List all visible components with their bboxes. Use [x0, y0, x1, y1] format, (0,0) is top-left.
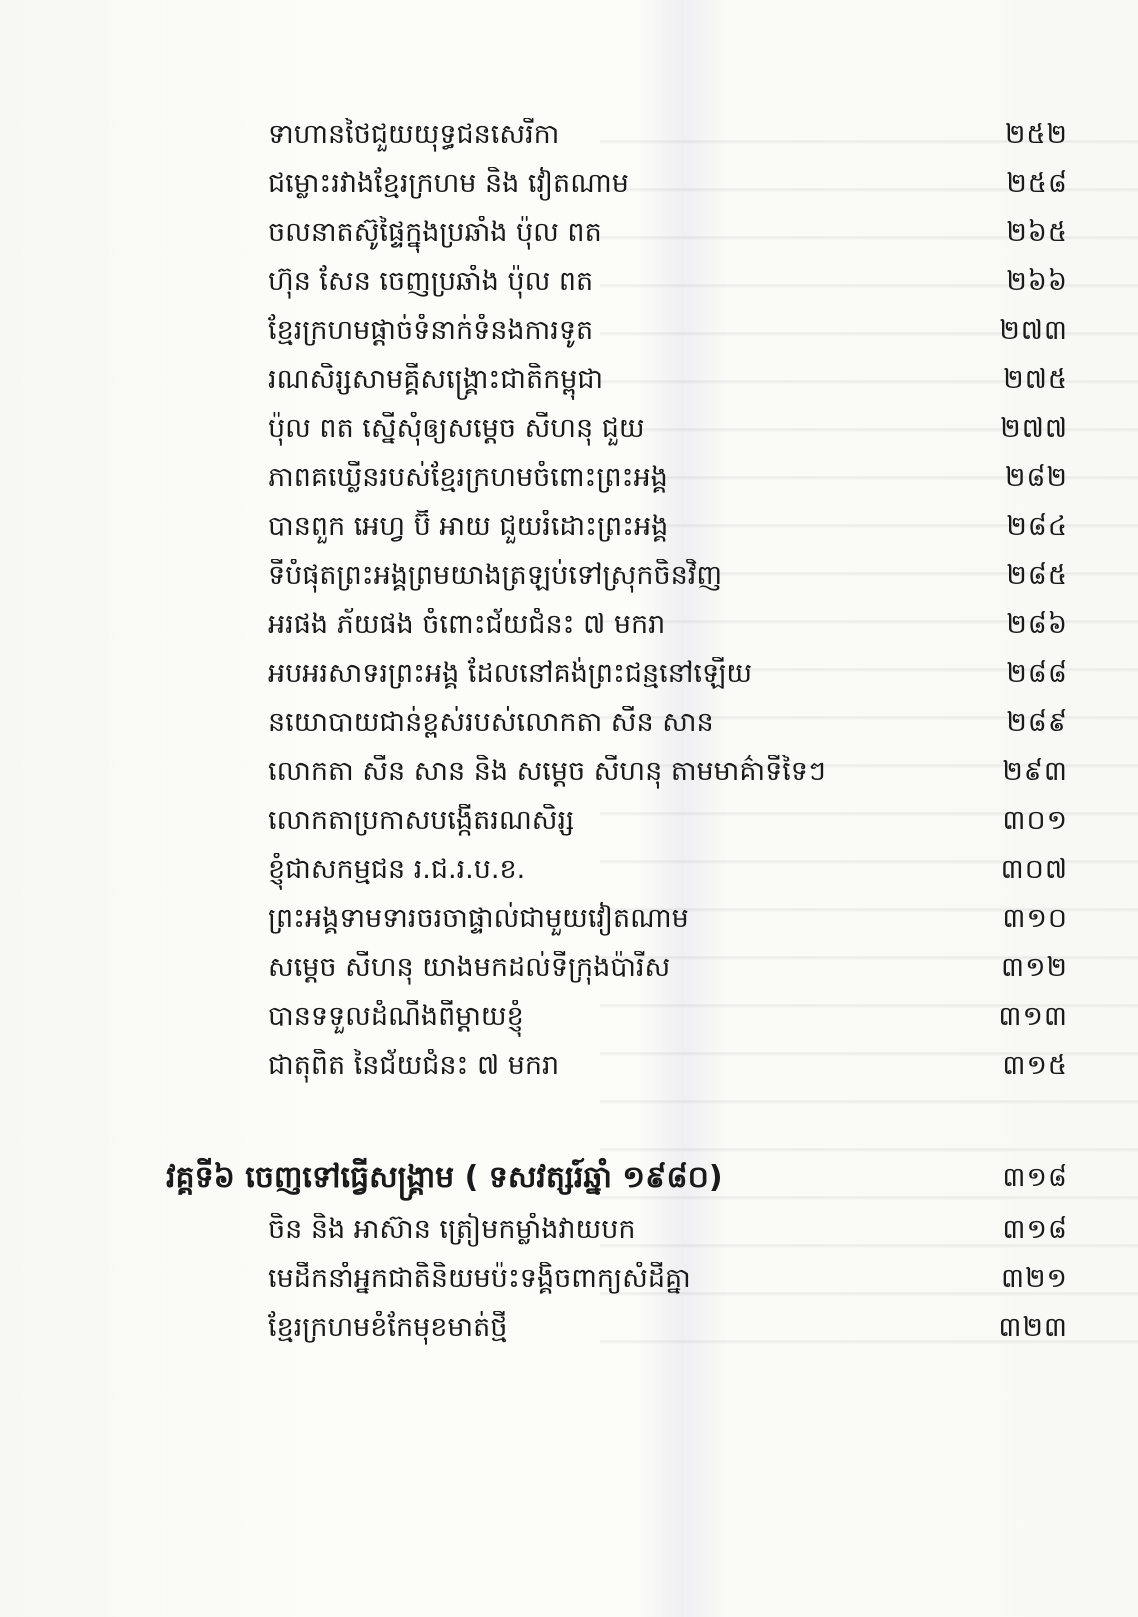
- toc-entry: [268, 1307, 1068, 1353]
- toc-entry: [268, 261, 1068, 307]
- entry-page: ៣១៨: [1002, 1213, 1068, 1245]
- entry-page: ២៦៦: [1006, 265, 1068, 297]
- entry-page: ២៥៨: [1006, 167, 1068, 199]
- entry-page: ៣១០: [1002, 902, 1068, 934]
- entry-title: រណសិរ្សសាមគ្គីសង្គ្រោះជាតិកម្ពុជា: [268, 363, 604, 395]
- toc-entry: [268, 702, 1068, 748]
- entry-title: ខ្មែរក្រហមខំកែមុខមាត់ថ្មី: [268, 1311, 508, 1343]
- entry-page: ២៦៥: [1006, 216, 1068, 248]
- entry-page: ២៩៣: [1002, 755, 1068, 787]
- entry-title: អបអរសាទរព្រះអង្គ ដែលនៅគង់ព្រះជន្មនៅឡើយ: [268, 657, 753, 689]
- entry-page: ៣០១: [1002, 804, 1068, 836]
- entry-page: ៣០៧: [1000, 853, 1068, 885]
- entry-page: ២៨៨: [1006, 657, 1068, 689]
- entry-title: អរផង ភ័យផង ចំពោះជ័យជំនះ ៧ មករា: [268, 608, 666, 640]
- toc-entry: [268, 947, 1068, 993]
- entry-title: លោកតា សឺន សាន និង សម្ដេច សីហនុ តាមមាគ៌ាទីទៃៗ: [268, 755, 826, 787]
- toc-entry: [268, 310, 1068, 356]
- entry-title: ខ្ញុំជាសកម្មជន រ.ជ.រ.ប.ខ.: [268, 853, 526, 885]
- toc-entry: [268, 359, 1068, 405]
- toc-entry: [268, 653, 1068, 699]
- chapter-page: ៣១៨: [1002, 1161, 1068, 1193]
- toc-entry: [268, 898, 1068, 944]
- toc-entry: [268, 604, 1068, 650]
- chapter-title: វគ្គទី៦ ចេញទៅធ្វើសង្គ្រាម ( ទសវត្សរ៍ឆ្នាំ ១៩៨០): [166, 1160, 723, 1195]
- entry-title: ចលនាតស៊ូផ្ទៃក្នុងប្រឆាំង ប៉ុល ពត: [268, 216, 602, 248]
- entry-page: ២៨២: [1005, 461, 1068, 493]
- toc-entry: [268, 212, 1068, 258]
- entry-page: ២៧៥: [1003, 363, 1068, 395]
- entry-title: ភាពគឃ្លើនរបស់ខ្មែរក្រហមចំពោះព្រះអង្គ: [268, 461, 668, 493]
- entry-page: ៣១៥: [1002, 1049, 1068, 1081]
- toc-entry: [268, 163, 1068, 209]
- entry-page: ២៧៣: [999, 314, 1068, 346]
- toc-entry: [268, 114, 1068, 160]
- toc-entry: [268, 1045, 1068, 1091]
- entry-page: ២៧៧: [1000, 412, 1068, 444]
- entry-title: ជាតុពិត នៃជ័យជំនះ ៧ មករា: [268, 1049, 560, 1081]
- toc-entry: [268, 1209, 1068, 1255]
- entry-page: ២៨៩: [1006, 706, 1068, 738]
- toc-entry: [268, 1258, 1068, 1304]
- entry-title: ប៉ុល ពត ស្នើសុំឲ្យសម្ដេច សីហនុ ជួយ: [268, 412, 645, 444]
- entry-title: ខ្មែរក្រហមផ្ដាច់ទំនាក់ទំនងការទូត: [268, 314, 594, 346]
- entry-title: សម្ដេច សីហនុ យាងមកដល់ទីក្រុងប៉ារីស: [268, 951, 671, 983]
- entry-page: ៣១៣: [998, 1000, 1068, 1032]
- entry-title: ទាហានថៃជួយយុទ្ធជនសេរីកា: [268, 118, 560, 150]
- toc-entry: [268, 457, 1068, 503]
- entry-title: ព្រះអង្គទាមទារចរចាផ្ទាល់ជាមួយវៀតណាម: [268, 902, 689, 934]
- entry-page: ២៨៤: [1006, 510, 1068, 542]
- entry-title: ចិន និង អាស៊ាន ត្រៀមកម្លាំងវាយបក: [268, 1213, 636, 1245]
- entry-page: ៣២១: [1001, 1262, 1068, 1294]
- toc-entry: [268, 751, 1068, 797]
- entry-page: ៣២៣: [998, 1311, 1068, 1343]
- toc-entry: [268, 996, 1068, 1042]
- toc-entry: [268, 800, 1068, 846]
- entry-page: ២៨៦: [1006, 608, 1068, 640]
- entry-title: លោកតាប្រកាសបង្កើតរណសិរ្ស: [268, 804, 575, 836]
- entry-page: ៣១២: [1001, 951, 1068, 983]
- toc-entry: [268, 849, 1068, 895]
- entry-title: បានទទួលដំណឹងពីម្ដាយខ្ញុំ: [268, 1000, 524, 1032]
- entry-title: បានពួក អេហ្វ ប៊ី អាយ ជួយរំដោះព្រះអង្គ: [268, 510, 669, 542]
- entry-page: ២៥២: [1005, 118, 1068, 150]
- entry-title: ទីបំផុតព្រះអង្គព្រមយាងត្រឡប់ទៅស្រុកចិនវិញ: [268, 559, 723, 591]
- chapter-heading: [166, 1154, 1068, 1206]
- entry-title: មេដឹកនាំអ្នកជាតិនិយមប៉ះទង្គិចពាក្យសំដីគ្នា: [268, 1262, 691, 1294]
- toc-entry: [268, 408, 1068, 454]
- entry-title: ហ៊ុន សែន ចេញប្រឆាំង ប៉ុល ពត: [268, 265, 594, 297]
- entry-page: ២៨៥: [1006, 559, 1068, 591]
- entry-title: ជម្លោះរវាងខ្មែរក្រហម និង វៀតណាម: [268, 167, 629, 199]
- entry-title: នយោបាយជាន់ខ្ពស់របស់លោកតា សឺន សាន: [268, 706, 714, 738]
- toc-entry: [268, 506, 1068, 552]
- toc-entry: [268, 555, 1068, 601]
